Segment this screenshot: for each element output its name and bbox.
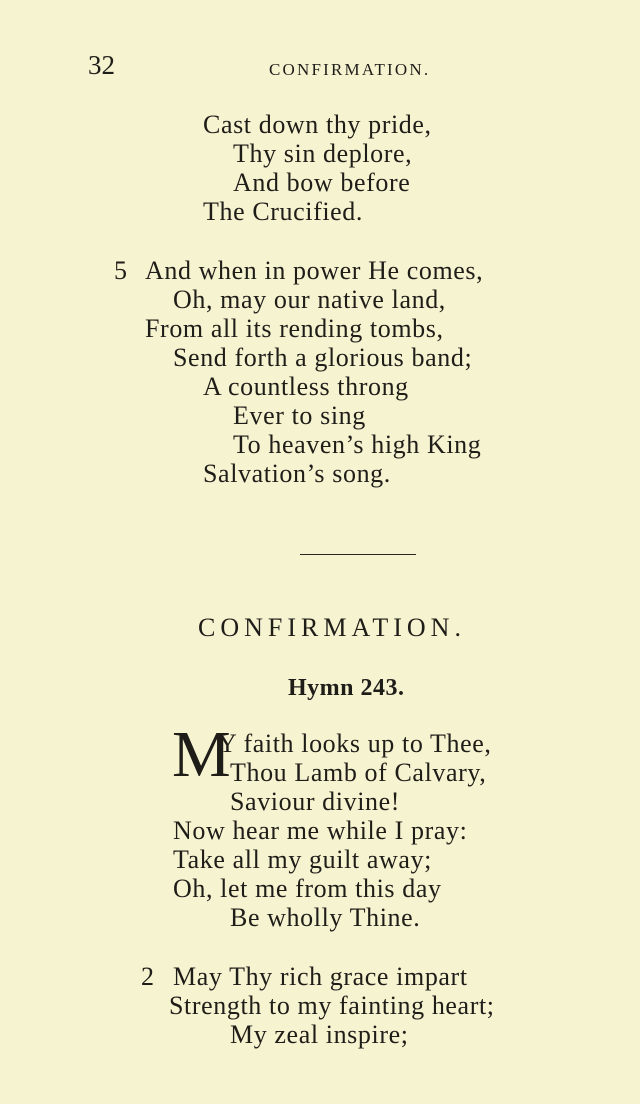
verse-line: And bow before: [233, 168, 411, 197]
verse-line: Strength to my fainting heart;: [169, 991, 495, 1020]
stanza-number: 5: [114, 256, 127, 285]
verse-line: A countless throng: [203, 372, 409, 401]
running-head: CONFIRMATION.: [269, 60, 431, 79]
verse-line: My zeal inspire;: [230, 1020, 409, 1049]
verse-line: Y faith looks up to Thee,: [218, 729, 492, 758]
page-number: 32: [88, 50, 115, 80]
verse-line: Cast down thy pride,: [203, 110, 432, 139]
verse-line: Ever to sing: [233, 401, 366, 430]
verse-line: Thou Lamb of Calvary,: [230, 758, 487, 787]
hymn-title: Hymn 243.: [288, 675, 405, 701]
section-divider: [300, 554, 416, 555]
verse-line: To heaven’s high King: [233, 430, 482, 459]
stanza-number: 2: [141, 962, 154, 991]
verse-line: Be wholly Thine.: [230, 903, 421, 932]
verse-line: And when in power He comes,: [145, 256, 484, 285]
drop-cap: M: [172, 718, 231, 791]
verse-line: From all its rending tombs,: [145, 314, 444, 343]
verse-line: Send forth a glorious band;: [173, 343, 473, 372]
verse-line: Saviour divine!: [230, 787, 401, 816]
verse-line: The Crucified.: [203, 197, 364, 226]
verse-line: Oh, may our native land,: [173, 285, 446, 314]
verse-line: Thy sin deplore,: [233, 139, 413, 168]
section-title: CONFIRMATION.: [198, 613, 466, 642]
verse-line: Take all my guilt away;: [173, 845, 432, 874]
verse-line: May Thy rich grace impart: [173, 962, 468, 991]
verse-line: Oh, let me from this day: [173, 874, 442, 903]
verse-line: Now hear me while I pray:: [173, 816, 468, 845]
verse-line: Salvation’s song.: [203, 459, 391, 488]
